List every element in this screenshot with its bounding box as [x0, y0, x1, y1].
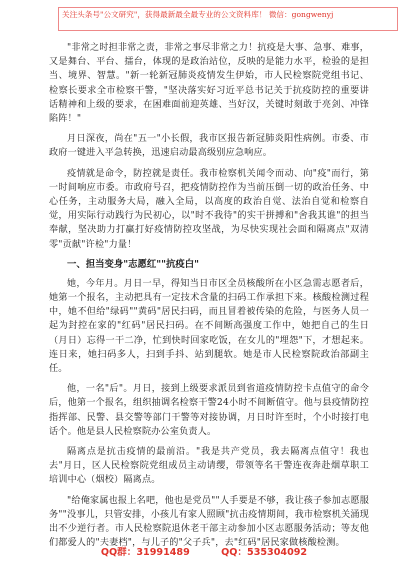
contact-footer — [0, 544, 408, 558]
section-paragraph-1: 她，今年月。月日一早，得知当日市区全员核酸所在小区急需志愿者后，她第一个报名，主动把具有一定技术含量的扫码工作承担下来。核酸检测过程中，她不但给"绿码""黄码"居民扫码，而且冒着被传染的危险，与医务人员一起为封控在家的"红码"居民扫码。在不间断高强度工作中，她把自己的生日（月日）忘得一干二净，忙到快时回家吃饭，在女儿的"埋怨"下，才想起来。连日来，她扫码多人，扫到手抖、站到腿软。她是市人民检察院政治部副主任。 — [49, 278, 369, 375]
paragraph-2: 月日深夜，尚在"五一"小长假，我市区报告新冠肺炎阳性病例。市委、市政府一键进入平急转换，迅速启动最高级别应急响应。 — [49, 134, 369, 159]
paragraph-3: 疫情就是命令，防控就是责任。我市检察机关闻令而动、向"疫"而行，第一时间响应市委。市政府号召，把疫情防控作为当前压倒一切的政治任务、中心任务，主动服务大局，融入全局，以高度的政治自觉、法治自觉和检察自觉，用实际行动践行为民初心，以"时不我待"的实干拼搏和"舍我其谁"的担当奉献，坚决助力打赢打好疫情防控攻坚战，为尽快实现社会面和隔离点"双清零"贡献"许检"力量！ — [49, 168, 369, 250]
promo-banner-text: 关注头条号"公文研究"，获得最新最全最专业的公文资料库！ 微信：gongwenyj — [62, 10, 334, 19]
qq-group-number: QQ群：31991489 — [100, 547, 190, 558]
qq-number: QQ：535304092 — [221, 547, 308, 558]
paragraph-1: "非常之时担非常之责，非常之事尽非常之力！抗疫是大事、急事、难事，又是舞台、平台、擂台，体现的是政治站位，反映的是能力水平，检验的是担当、境界、智慧。"新一轮新冠肺炎疫情发生伊始，市人民检察院党组书记、检察长要求全市检察干警，"坚决落实好习近平总书记关于抗疫防控的重要讲话精神和上级的要求，在困难面前迎英雄、当好汉，关键时刻敢于亮剑、冲锋陷阵！" — [49, 43, 369, 125]
section-heading: 一、担当变身"志愿红""抗疫白" — [67, 258, 200, 270]
section-paragraph-2: 他，一名"后"。月日，接到上级要求派员到省道疫情防控卡点值守的命令后，他第一个报名，组织抽调名检察干警24小时不间断值守。他与县疫情防控指挥部、民警、县交警等部门干警等对接协调，月日时许至时，个小时接打电话个。他是县人民检察院办公室负责人。 — [49, 384, 369, 437]
section-paragraph-3: 隔离点是抗击疫情的最前沿。"我是共产党员，我去隔离点值守！我也去"月日，区人民检察院党组成员主动请缨，带领等名干警连夜奔赴烟草职工培训中心（烟校）隔离点。 — [49, 447, 369, 486]
document-body — [49, 41, 369, 557]
promo-banner — [58, 7, 398, 31]
section-paragraph-4: "给俺家属也报上名吧，他也是党员""人手要是不够，我让孩子参加志愿服务""没事儿，只管安排，小孩儿有家人照顾"抗击疫情期间，我市检察机关涌现出不少逆行者。市人民检察院退休老干部主动参加小区志愿服务活动；等友他们都爱人的"夫妻档"，与儿子的"父子兵"，去"红码"居民家做核酸检测。 — [49, 495, 369, 549]
